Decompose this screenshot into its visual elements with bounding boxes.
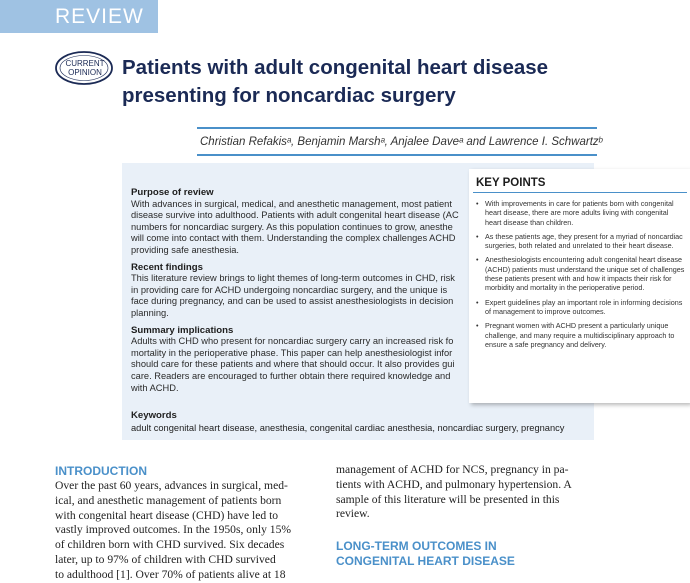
bullet-icon: • — [476, 321, 479, 331]
body-line: to adulthood [1]. Over 70% of patients alive at 18 — [55, 567, 286, 581]
abstract-line: mortality in the perioperative phase. This paper can help anesthesiologist infor — [131, 347, 453, 358]
abstract-line: planning. — [131, 307, 169, 318]
introduction-heading: INTRODUCTION — [55, 464, 147, 478]
abstract-line: care. Readers are encouraged to further obtain there required knowledge and — [131, 370, 451, 381]
key-point-text: As these patients age, they present for a myriad of noncardiac surgeries, both related and unrelated to their heart disease. — [485, 231, 683, 251]
body-line: tients with ACHD, and pulmonary hypertension. A — [336, 477, 572, 491]
body-line: of children born with CHD survived. Six decades — [55, 538, 285, 552]
abstract-line: providing safe anesthesia. — [131, 244, 240, 255]
bullet-icon: • — [476, 297, 479, 307]
key-point-text: With improvements in care for patients born with congenital heart disease, there are more adults living with congenital heart disease than children. — [485, 199, 674, 227]
title-rule — [197, 127, 597, 129]
body-right-column — [336, 463, 601, 522]
abstract-line: will come into contact with them. Understanding the complex challenges ACHD — [131, 233, 456, 244]
key-point-item — [476, 232, 686, 251]
author-list: Christian Refakisᵃ, Benjamin Marshᵃ, Anjalee Daveᵃ and Lawrence I. Schwartzᵇ — [200, 136, 603, 148]
findings-heading: Recent findings — [131, 261, 203, 273]
key-points-list — [476, 199, 686, 354]
abstract-line: face during pregnancy, and can be used to assist anesthesiologists in decision — [131, 296, 454, 307]
key-point-text: Anesthesiologists encountering adult congenital heart disease (ACHD) patients must understand the unique set of challenges these patients present with and how it impacts their risk for morbidity and mortality in the perioperative period. — [485, 255, 685, 293]
section-heading-line-2: CONGENITAL HEART DISEASE — [336, 554, 515, 568]
body-line: review. — [336, 507, 370, 521]
keywords-block — [131, 410, 591, 434]
purpose-heading: Purpose of review — [131, 187, 214, 198]
body-line: Over the past 60 years, advances in surgical, med- — [55, 479, 288, 492]
key-point-text: Pregnant women with ACHD present a particularly unique challenge, and many require a multidisciplinary approach to ensure a safe pregnancy and delivery. — [485, 321, 675, 349]
abstract-line: should care for these patients and where that should occur. It also provides gui — [131, 359, 455, 370]
section-heading-line-1: LONG-TERM OUTCOMES IN — [336, 539, 497, 553]
abstract-line: in providing care for ACHD undergoing noncardiac surgery, and the unique is — [131, 284, 448, 295]
bullet-icon: • — [476, 199, 479, 208]
key-points-heading: KEY POINTS — [476, 177, 546, 189]
key-point-text: Expert guidelines play an important role in informing decisions of management to improve outcomes. — [485, 297, 683, 316]
body-line: vastly improved outcomes. In the 1950s, only 15% — [55, 523, 292, 537]
key-point-item — [476, 255, 686, 292]
article-title — [122, 54, 642, 110]
key-points-rule — [473, 192, 687, 193]
body-line: later, up to 97% of children with CHD survived — [55, 552, 276, 566]
abstract-line: numbers for noncardiac surgery. As this population continues to grow, anesthe — [131, 221, 453, 232]
key-point-item — [476, 321, 686, 349]
title-line-1: Patients with adult congenital heart disease — [122, 56, 549, 79]
implications-heading: Summary implications — [131, 324, 234, 336]
body-line: management of ACHD for NCS, pregnancy in pa- — [336, 463, 569, 476]
abstract-line: With advances in surgical, medical, and anesthetic management, most patient — [131, 198, 452, 209]
title-line-2: presenting for noncardiac surgery — [122, 84, 456, 107]
bullet-icon: • — [476, 231, 479, 241]
body-line: sample of this literature will be presented in this — [336, 492, 560, 506]
body-line: ical, and anesthetic management of patients born — [55, 493, 282, 507]
current-opinion-logo — [54, 49, 114, 87]
key-point-item — [476, 298, 686, 317]
body-line: with congenital heart disease (CHD) have led to — [55, 508, 279, 522]
keywords-text: adult congenital heart disease, anesthesia, congenital cardiac anesthesia, noncardiac surgery, pregnancy — [131, 423, 565, 433]
key-point-item — [476, 199, 686, 227]
abstract-line: Adults with CHD who present for noncardiac surgery carry an increased risk fo — [131, 336, 454, 347]
abstract-line: This literature review brings to light themes of long-term outcomes in CHD, risk — [131, 273, 455, 284]
keywords-heading: Keywords — [131, 410, 177, 421]
bullet-icon: • — [476, 255, 479, 265]
logo-line-1: CURRENT — [65, 59, 105, 68]
review-tab: REVIEW — [0, 0, 158, 33]
authors-rule — [197, 154, 597, 156]
abstract-line: disease survive into adulthood. Patients with adult congenital heart disease (AC — [131, 210, 459, 221]
long-term-outcomes-heading — [336, 539, 515, 569]
abstract-text — [131, 187, 467, 394]
body-left-column — [55, 479, 320, 583]
logo-line-2: OPINION — [68, 68, 102, 77]
abstract-line: with ACHD. — [131, 382, 179, 393]
